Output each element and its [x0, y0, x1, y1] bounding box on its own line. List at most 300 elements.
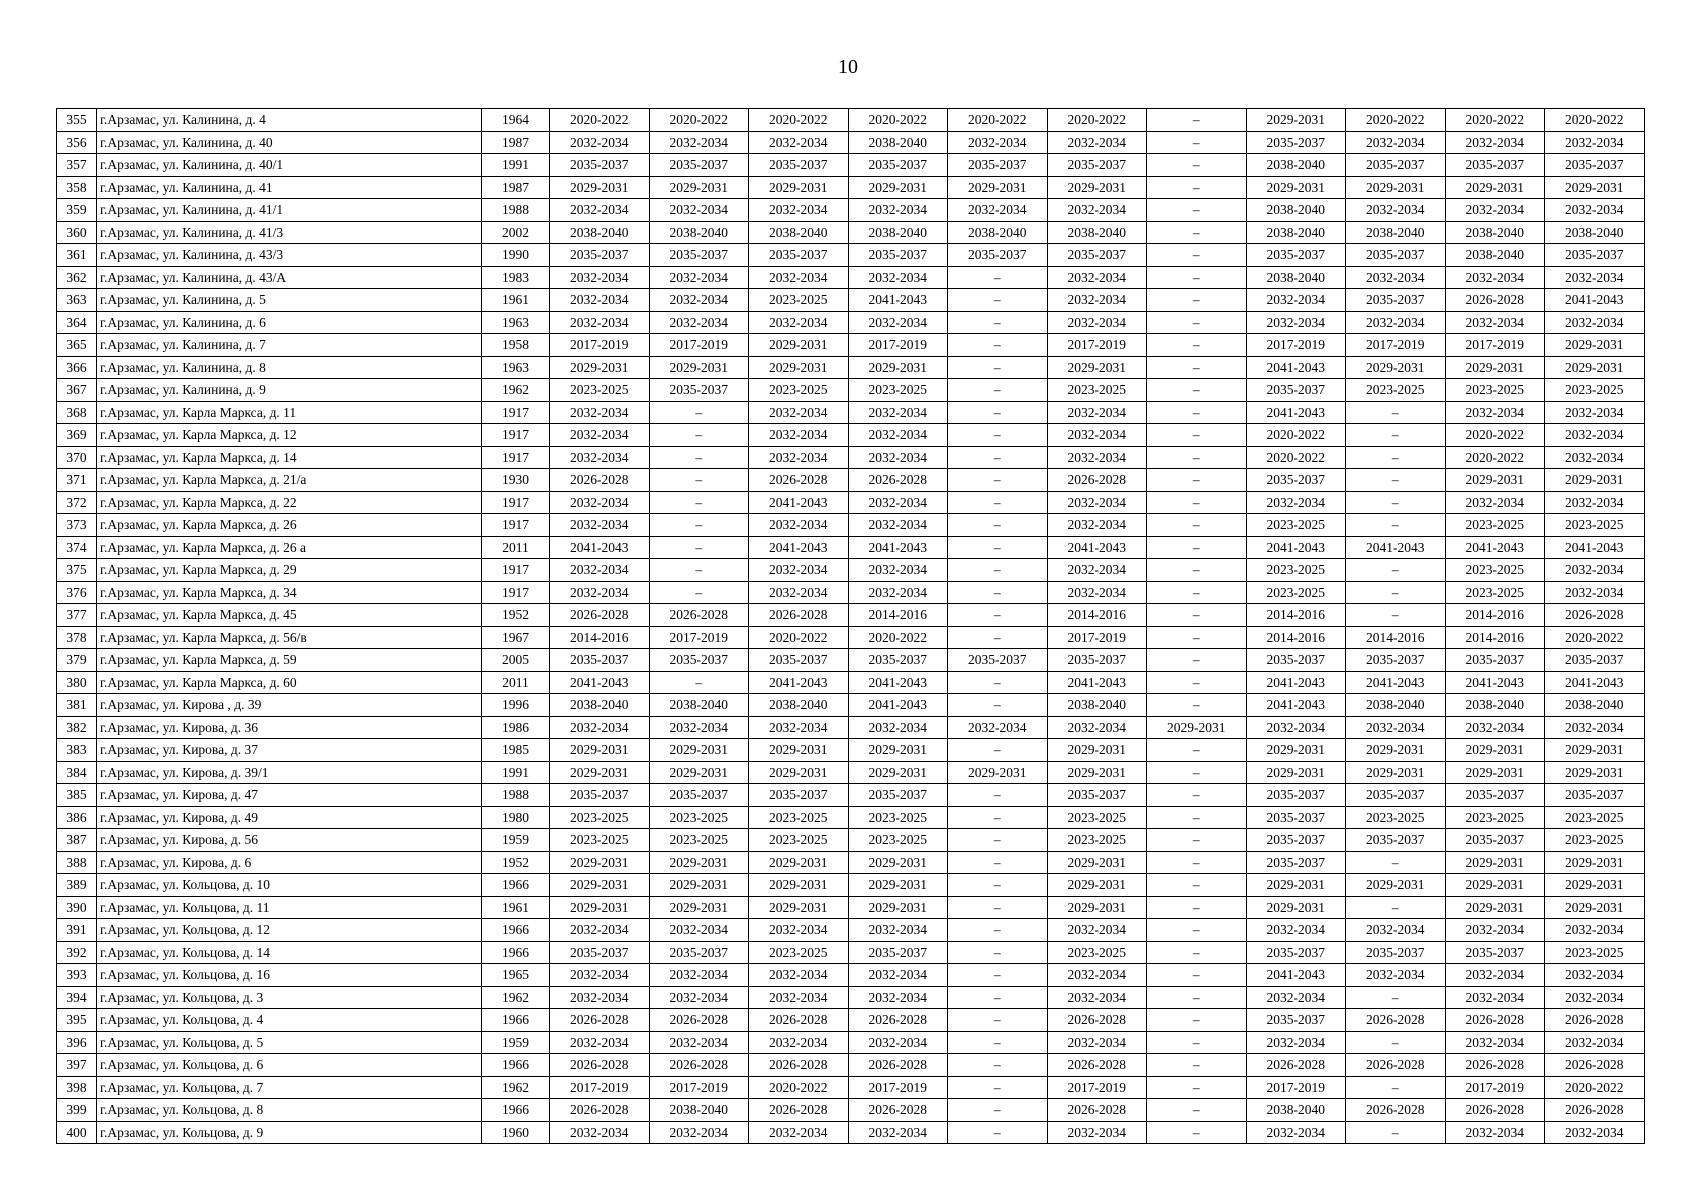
year-cell: 1991 [482, 154, 550, 177]
term-cell-8: 2035-2037 [1246, 469, 1346, 492]
row-number-cell: 389 [57, 874, 97, 897]
term-cell-8: 2035-2037 [1246, 379, 1346, 402]
term-cell-10: 2029-2031 [1445, 761, 1545, 784]
address-cell: г.Арзамас, ул. Карла Маркса, д. 12 [97, 424, 482, 447]
term-cell-2: 2035-2037 [649, 649, 749, 672]
term-cell-10: 2026-2028 [1445, 1009, 1545, 1032]
term-cell-2: 2029-2031 [649, 896, 749, 919]
term-cell-8: 2026-2028 [1246, 1054, 1346, 1077]
term-cell-4: 2032-2034 [848, 559, 948, 582]
term-cell-9: 2035-2037 [1346, 244, 1446, 267]
term-cell-2: 2032-2034 [649, 131, 749, 154]
address-cell: г.Арзамас, ул. Карла Маркса, д. 34 [97, 581, 482, 604]
term-cell-7: – [1147, 874, 1247, 897]
term-cell-1: 2035-2037 [550, 649, 650, 672]
term-cell-3: 2020-2022 [749, 626, 849, 649]
term-cell-5: – [948, 806, 1048, 829]
table-row [57, 154, 1645, 177]
table-row [57, 941, 1645, 964]
term-cell-1: 2029-2031 [550, 739, 650, 762]
term-cell-7: – [1147, 671, 1247, 694]
term-cell-7: – [1147, 941, 1247, 964]
term-cell-2: 2029-2031 [649, 356, 749, 379]
term-cell-4: 2026-2028 [848, 469, 948, 492]
term-cell-11: 2032-2034 [1545, 424, 1645, 447]
term-cell-11: 2032-2034 [1545, 1121, 1645, 1144]
term-cell-10: 2029-2031 [1445, 739, 1545, 762]
term-cell-4: 2032-2034 [848, 491, 948, 514]
term-cell-6: 2032-2034 [1047, 716, 1147, 739]
table-row [57, 694, 1645, 717]
term-cell-5: – [948, 311, 1048, 334]
term-cell-10: 2035-2037 [1445, 154, 1545, 177]
term-cell-5: 2035-2037 [948, 154, 1048, 177]
term-cell-11: 2029-2031 [1545, 176, 1645, 199]
table-row [57, 1076, 1645, 1099]
term-cell-9: 2023-2025 [1346, 806, 1446, 829]
row-number-cell: 373 [57, 514, 97, 537]
term-cell-8: 2035-2037 [1246, 941, 1346, 964]
term-cell-9: 2035-2037 [1346, 649, 1446, 672]
term-cell-8: 2038-2040 [1246, 1099, 1346, 1122]
address-cell: г.Арзамас, ул. Кольцова, д. 3 [97, 986, 482, 1009]
table-row [57, 334, 1645, 357]
term-cell-8: 2041-2043 [1246, 401, 1346, 424]
term-cell-8: 2020-2022 [1246, 446, 1346, 469]
table-row [57, 919, 1645, 942]
term-cell-7: – [1147, 964, 1247, 987]
term-cell-11: 2032-2034 [1545, 446, 1645, 469]
term-cell-11: 2032-2034 [1545, 401, 1645, 424]
term-cell-2: 2032-2034 [649, 986, 749, 1009]
term-cell-7: – [1147, 311, 1247, 334]
term-cell-7: 2029-2031 [1147, 716, 1247, 739]
term-cell-1: 2032-2034 [550, 716, 650, 739]
term-cell-10: 2029-2031 [1445, 469, 1545, 492]
term-cell-5: 2035-2037 [948, 649, 1048, 672]
term-cell-6: 2032-2034 [1047, 424, 1147, 447]
term-cell-11: 2029-2031 [1545, 356, 1645, 379]
term-cell-9: 2035-2037 [1346, 289, 1446, 312]
term-cell-10: 2035-2037 [1445, 649, 1545, 672]
term-cell-8: 2032-2034 [1246, 491, 1346, 514]
term-cell-11: 2029-2031 [1545, 334, 1645, 357]
address-cell: г.Арзамас, ул. Карла Маркса, д. 26 а [97, 536, 482, 559]
term-cell-4: 2032-2034 [848, 311, 948, 334]
term-cell-9: 2026-2028 [1346, 1009, 1446, 1032]
term-cell-1: 2029-2031 [550, 874, 650, 897]
term-cell-1: 2032-2034 [550, 581, 650, 604]
address-cell: г.Арзамас, ул. Карла Маркса, д. 22 [97, 491, 482, 514]
term-cell-1: 2029-2031 [550, 851, 650, 874]
term-cell-3: 2035-2037 [749, 649, 849, 672]
term-cell-10: 2023-2025 [1445, 514, 1545, 537]
term-cell-4: 2023-2025 [848, 829, 948, 852]
year-cell: 1986 [482, 716, 550, 739]
term-cell-10: 2035-2037 [1445, 829, 1545, 852]
term-cell-1: 2032-2034 [550, 401, 650, 424]
term-cell-2: – [649, 446, 749, 469]
term-cell-5: – [948, 671, 1048, 694]
term-cell-3: 2032-2034 [749, 1031, 849, 1054]
term-cell-7: – [1147, 424, 1247, 447]
term-cell-8: 2029-2031 [1246, 109, 1346, 132]
row-number-cell: 386 [57, 806, 97, 829]
term-cell-7: – [1147, 919, 1247, 942]
term-cell-4: 2026-2028 [848, 1099, 948, 1122]
term-cell-10: 2035-2037 [1445, 941, 1545, 964]
term-cell-3: 2023-2025 [749, 941, 849, 964]
year-cell: 1966 [482, 941, 550, 964]
term-cell-3: 2041-2043 [749, 491, 849, 514]
term-cell-5: – [948, 379, 1048, 402]
term-cell-7: – [1147, 356, 1247, 379]
term-cell-9: 2029-2031 [1346, 739, 1446, 762]
year-cell: 1917 [482, 401, 550, 424]
term-cell-11: 2035-2037 [1545, 649, 1645, 672]
row-number-cell: 361 [57, 244, 97, 267]
term-cell-2: 2032-2034 [649, 1121, 749, 1144]
term-cell-10: 2029-2031 [1445, 896, 1545, 919]
term-cell-2: 2026-2028 [649, 604, 749, 627]
table-row [57, 491, 1645, 514]
term-cell-8: 2035-2037 [1246, 784, 1346, 807]
term-cell-10: 2026-2028 [1445, 1054, 1545, 1077]
term-cell-1: 2017-2019 [550, 1076, 650, 1099]
table-row [57, 176, 1645, 199]
address-cell: г.Арзамас, ул. Кирова, д. 36 [97, 716, 482, 739]
year-cell: 1959 [482, 1031, 550, 1054]
term-cell-4: 2020-2022 [848, 109, 948, 132]
term-cell-10: 2032-2034 [1445, 311, 1545, 334]
address-cell: г.Арзамас, ул. Карла Маркса, д. 56/в [97, 626, 482, 649]
year-cell: 2011 [482, 671, 550, 694]
term-cell-4: 2038-2040 [848, 131, 948, 154]
term-cell-9: – [1346, 604, 1446, 627]
term-cell-5: 2032-2034 [948, 199, 1048, 222]
year-cell: 1964 [482, 109, 550, 132]
term-cell-1: 2023-2025 [550, 806, 650, 829]
term-cell-9: 2029-2031 [1346, 176, 1446, 199]
term-cell-11: 2023-2025 [1545, 514, 1645, 537]
term-cell-3: 2029-2031 [749, 761, 849, 784]
term-cell-6: 2032-2034 [1047, 1121, 1147, 1144]
table-row [57, 896, 1645, 919]
term-cell-3: 2029-2031 [749, 334, 849, 357]
address-cell: г.Арзамас, ул. Калинина, д. 40 [97, 131, 482, 154]
row-number-cell: 394 [57, 986, 97, 1009]
term-cell-11: 2032-2034 [1545, 1031, 1645, 1054]
term-cell-2: 2017-2019 [649, 626, 749, 649]
term-cell-5: – [948, 739, 1048, 762]
term-cell-4: 2032-2034 [848, 401, 948, 424]
term-cell-6: 2038-2040 [1047, 694, 1147, 717]
term-cell-7: – [1147, 154, 1247, 177]
term-cell-11: 2026-2028 [1545, 1054, 1645, 1077]
row-number-cell: 376 [57, 581, 97, 604]
address-cell: г.Арзамас, ул. Кирова , д. 39 [97, 694, 482, 717]
term-cell-4: 2023-2025 [848, 806, 948, 829]
term-cell-7: – [1147, 221, 1247, 244]
term-cell-5: – [948, 401, 1048, 424]
row-number-cell: 363 [57, 289, 97, 312]
term-cell-6: 2029-2031 [1047, 874, 1147, 897]
table-row [57, 514, 1645, 537]
term-cell-3: 2032-2034 [749, 919, 849, 942]
term-cell-8: 2035-2037 [1246, 829, 1346, 852]
term-cell-6: 2026-2028 [1047, 469, 1147, 492]
term-cell-5: – [948, 1031, 1048, 1054]
year-cell: 1988 [482, 199, 550, 222]
term-cell-3: 2032-2034 [749, 266, 849, 289]
term-cell-1: 2041-2043 [550, 536, 650, 559]
table-row [57, 649, 1645, 672]
term-cell-7: – [1147, 401, 1247, 424]
row-number-cell: 355 [57, 109, 97, 132]
term-cell-4: 2041-2043 [848, 289, 948, 312]
year-cell: 1962 [482, 986, 550, 1009]
address-cell: г.Арзамас, ул. Калинина, д. 41 [97, 176, 482, 199]
term-cell-6: 2032-2034 [1047, 1031, 1147, 1054]
row-number-cell: 392 [57, 941, 97, 964]
term-cell-4: 2020-2022 [848, 626, 948, 649]
term-cell-5: 2029-2031 [948, 761, 1048, 784]
address-cell: г.Арзамас, ул. Карла Маркса, д. 26 [97, 514, 482, 537]
term-cell-1: 2026-2028 [550, 1009, 650, 1032]
address-cell: г.Арзамас, ул. Кольцова, д. 10 [97, 874, 482, 897]
term-cell-3: 2032-2034 [749, 716, 849, 739]
term-cell-11: 2023-2025 [1545, 806, 1645, 829]
term-cell-7: – [1147, 1076, 1247, 1099]
term-cell-1: 2032-2034 [550, 1031, 650, 1054]
term-cell-7: – [1147, 131, 1247, 154]
address-cell: г.Арзамас, ул. Кольцова, д. 8 [97, 1099, 482, 1122]
term-cell-8: 2032-2034 [1246, 1031, 1346, 1054]
year-cell: 1952 [482, 851, 550, 874]
term-cell-7: – [1147, 851, 1247, 874]
term-cell-4: 2029-2031 [848, 739, 948, 762]
repair-schedule-table [56, 108, 1645, 1144]
term-cell-7: – [1147, 289, 1247, 312]
term-cell-11: 2035-2037 [1545, 784, 1645, 807]
row-number-cell: 395 [57, 1009, 97, 1032]
table-row [57, 401, 1645, 424]
term-cell-9: 2020-2022 [1346, 109, 1446, 132]
term-cell-8: 2017-2019 [1246, 1076, 1346, 1099]
term-cell-10: 2020-2022 [1445, 446, 1545, 469]
row-number-cell: 391 [57, 919, 97, 942]
term-cell-10: 2038-2040 [1445, 221, 1545, 244]
table-row [57, 671, 1645, 694]
term-cell-1: 2035-2037 [550, 784, 650, 807]
table-row [57, 851, 1645, 874]
term-cell-1: 2032-2034 [550, 199, 650, 222]
year-cell: 1917 [482, 424, 550, 447]
term-cell-10: 2032-2034 [1445, 919, 1545, 942]
term-cell-7: – [1147, 1031, 1247, 1054]
term-cell-5: – [948, 694, 1048, 717]
term-cell-2: 2032-2034 [649, 311, 749, 334]
table-row [57, 131, 1645, 154]
year-cell: 1966 [482, 1009, 550, 1032]
row-number-cell: 367 [57, 379, 97, 402]
term-cell-8: 2041-2043 [1246, 671, 1346, 694]
term-cell-11: 2041-2043 [1545, 536, 1645, 559]
term-cell-1: 2032-2034 [550, 964, 650, 987]
term-cell-3: 2029-2031 [749, 851, 849, 874]
term-cell-6: 2014-2016 [1047, 604, 1147, 627]
term-cell-6: 2038-2040 [1047, 221, 1147, 244]
term-cell-1: 2026-2028 [550, 1054, 650, 1077]
term-cell-3: 2026-2028 [749, 1009, 849, 1032]
row-number-cell: 377 [57, 604, 97, 627]
term-cell-2: 2029-2031 [649, 874, 749, 897]
term-cell-8: 2032-2034 [1246, 716, 1346, 739]
term-cell-3: 2029-2031 [749, 176, 849, 199]
term-cell-2: – [649, 491, 749, 514]
term-cell-5: – [948, 1054, 1048, 1077]
term-cell-6: 2032-2034 [1047, 491, 1147, 514]
term-cell-8: 2029-2031 [1246, 176, 1346, 199]
term-cell-1: 2014-2016 [550, 626, 650, 649]
term-cell-9: 2023-2025 [1346, 379, 1446, 402]
term-cell-5: – [948, 941, 1048, 964]
term-cell-3: 2041-2043 [749, 671, 849, 694]
term-cell-11: 2029-2031 [1545, 851, 1645, 874]
term-cell-11: 2029-2031 [1545, 739, 1645, 762]
term-cell-10: 2038-2040 [1445, 694, 1545, 717]
term-cell-11: 2032-2034 [1545, 986, 1645, 1009]
address-cell: г.Арзамас, ул. Калинина, д. 4 [97, 109, 482, 132]
term-cell-6: 2032-2034 [1047, 559, 1147, 582]
term-cell-2: 2032-2034 [649, 289, 749, 312]
term-cell-7: – [1147, 514, 1247, 537]
term-cell-5: – [948, 784, 1048, 807]
term-cell-6: 2026-2028 [1047, 1009, 1147, 1032]
term-cell-11: 2035-2037 [1545, 244, 1645, 267]
term-cell-3: 2038-2040 [749, 221, 849, 244]
term-cell-1: 2032-2034 [550, 919, 650, 942]
term-cell-9: 2035-2037 [1346, 154, 1446, 177]
row-number-cell: 397 [57, 1054, 97, 1077]
term-cell-4: 2026-2028 [848, 1009, 948, 1032]
table-row [57, 311, 1645, 334]
term-cell-11: 2029-2031 [1545, 874, 1645, 897]
term-cell-8: 2038-2040 [1246, 199, 1346, 222]
term-cell-8: 2029-2031 [1246, 874, 1346, 897]
term-cell-6: 2032-2034 [1047, 986, 1147, 1009]
term-cell-1: 2035-2037 [550, 154, 650, 177]
term-cell-9: 2032-2034 [1346, 311, 1446, 334]
year-cell: 1963 [482, 311, 550, 334]
term-cell-10: 2026-2028 [1445, 289, 1545, 312]
year-cell: 1988 [482, 784, 550, 807]
term-cell-6: 2017-2019 [1047, 1076, 1147, 1099]
term-cell-6: 2032-2034 [1047, 919, 1147, 942]
term-cell-6: 2032-2034 [1047, 401, 1147, 424]
year-cell: 1966 [482, 1099, 550, 1122]
term-cell-9: 2032-2034 [1346, 919, 1446, 942]
term-cell-5: – [948, 1099, 1048, 1122]
term-cell-11: 2032-2034 [1545, 919, 1645, 942]
term-cell-11: 2032-2034 [1545, 199, 1645, 222]
row-number-cell: 375 [57, 559, 97, 582]
address-cell: г.Арзамас, ул. Кирова, д. 47 [97, 784, 482, 807]
table-row [57, 874, 1645, 897]
year-cell: 1962 [482, 1076, 550, 1099]
term-cell-5: – [948, 446, 1048, 469]
address-cell: г.Арзамас, ул. Калинина, д. 40/1 [97, 154, 482, 177]
address-cell: г.Арзамас, ул. Кольцова, д. 12 [97, 919, 482, 942]
term-cell-10: 2029-2031 [1445, 851, 1545, 874]
term-cell-10: 2032-2034 [1445, 986, 1545, 1009]
row-number-cell: 359 [57, 199, 97, 222]
term-cell-6: 2032-2034 [1047, 964, 1147, 987]
term-cell-1: 2038-2040 [550, 694, 650, 717]
term-cell-1: 2032-2034 [550, 986, 650, 1009]
term-cell-5: – [948, 986, 1048, 1009]
term-cell-6: 2023-2025 [1047, 379, 1147, 402]
table-row [57, 1009, 1645, 1032]
term-cell-6: 2017-2019 [1047, 334, 1147, 357]
table-row [57, 581, 1645, 604]
address-cell: г.Арзамас, ул. Кирова, д. 56 [97, 829, 482, 852]
term-cell-1: 2032-2034 [550, 514, 650, 537]
address-cell: г.Арзамас, ул. Карла Маркса, д. 14 [97, 446, 482, 469]
row-number-cell: 360 [57, 221, 97, 244]
term-cell-11: 2032-2034 [1545, 716, 1645, 739]
year-cell: 1963 [482, 356, 550, 379]
table-row [57, 199, 1645, 222]
year-cell: 1980 [482, 806, 550, 829]
row-number-cell: 390 [57, 896, 97, 919]
term-cell-9: 2029-2031 [1346, 874, 1446, 897]
table-row [57, 109, 1645, 132]
year-cell: 1961 [482, 289, 550, 312]
term-cell-6: 2029-2031 [1047, 176, 1147, 199]
row-number-cell: 393 [57, 964, 97, 987]
address-cell: г.Арзамас, ул. Калинина, д. 7 [97, 334, 482, 357]
term-cell-11: 2023-2025 [1545, 941, 1645, 964]
address-cell: г.Арзамас, ул. Кирова, д. 6 [97, 851, 482, 874]
term-cell-8: 2035-2037 [1246, 806, 1346, 829]
term-cell-7: – [1147, 626, 1247, 649]
term-cell-10: 2023-2025 [1445, 379, 1545, 402]
term-cell-11: 2041-2043 [1545, 289, 1645, 312]
term-cell-1: 2035-2037 [550, 244, 650, 267]
term-cell-7: – [1147, 1009, 1247, 1032]
address-cell: г.Арзамас, ул. Калинина, д. 6 [97, 311, 482, 334]
term-cell-7: – [1147, 559, 1247, 582]
term-cell-5: – [948, 1076, 1048, 1099]
address-cell: г.Арзамас, ул. Карла Маркса, д. 11 [97, 401, 482, 424]
row-number-cell: 371 [57, 469, 97, 492]
term-cell-9: 2041-2043 [1346, 536, 1446, 559]
term-cell-7: – [1147, 581, 1247, 604]
term-cell-8: 2029-2031 [1246, 896, 1346, 919]
term-cell-5: – [948, 289, 1048, 312]
term-cell-2: – [649, 469, 749, 492]
term-cell-4: 2032-2034 [848, 266, 948, 289]
term-cell-7: – [1147, 784, 1247, 807]
row-number-cell: 380 [57, 671, 97, 694]
term-cell-10: 2014-2016 [1445, 626, 1545, 649]
year-cell: 2011 [482, 536, 550, 559]
term-cell-11: 2023-2025 [1545, 829, 1645, 852]
year-cell: 1966 [482, 1054, 550, 1077]
term-cell-10: 2032-2034 [1445, 491, 1545, 514]
term-cell-7: – [1147, 199, 1247, 222]
